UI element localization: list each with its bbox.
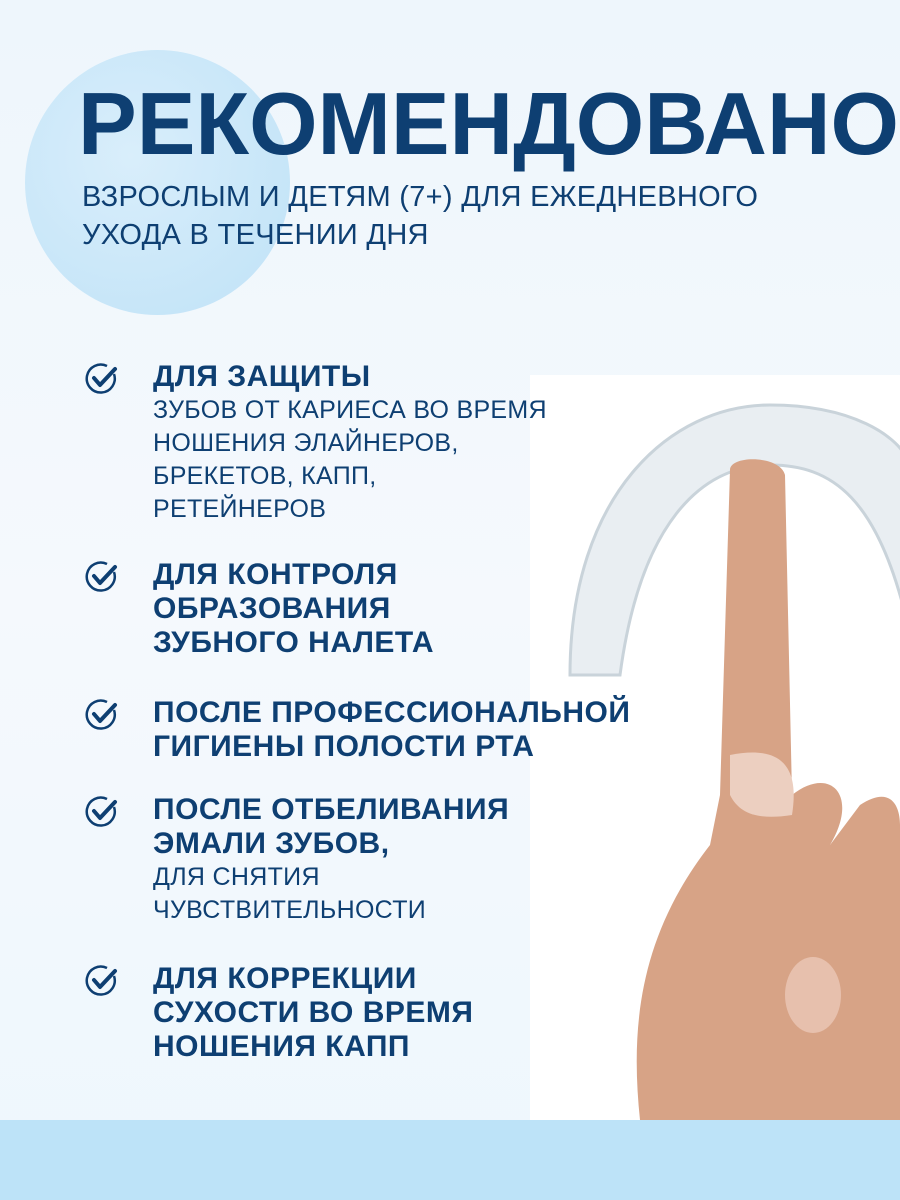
bottom-band (0, 1120, 900, 1200)
subtitle-line: ВЗРОСЛЫМ И ДЕТЯМ (7+) ДЛЯ ЕЖЕДНЕВНОГО (82, 181, 759, 213)
item-title: ЗУБНОГО НАЛЕТА (153, 626, 435, 659)
check-circle-icon (85, 362, 119, 396)
item-title: СУХОСТИ ВО ВРЕМЯ (153, 996, 474, 1029)
item-title: НОШЕНИЯ КАПП (153, 1030, 410, 1063)
item-title: ДЛЯ КОРРЕКЦИИ (153, 962, 417, 995)
item-title: ОБРАЗОВАНИЯ (153, 592, 391, 625)
page-title: РЕКОМЕНДОВАНО (78, 74, 899, 173)
check-circle-icon (85, 964, 119, 998)
item-title: ЭМАЛИ ЗУБОВ, (153, 827, 390, 860)
item-title: ГИГИЕНЫ ПОЛОСТИ РТА (153, 730, 535, 763)
item-title: ДЛЯ КОНТРОЛЯ (153, 558, 398, 591)
check-circle-icon (85, 795, 119, 829)
item-text: НОШЕНИЯ ЭЛАЙНЕРОВ, (153, 429, 459, 457)
item-title: ПОСЛЕ ОТБЕЛИВАНИЯ (153, 793, 510, 826)
item-text: ЗУБОВ ОТ КАРИЕСА ВО ВРЕМЯ (153, 396, 547, 424)
item-text: ДЛЯ СНЯТИЯ (153, 863, 320, 891)
item-title: ПОСЛЕ ПРОФЕССИОНАЛЬНОЙ (153, 696, 631, 729)
subtitle-line: УХОДА В ТЕЧЕНИИ ДНЯ (82, 219, 429, 251)
item-text: ЧУВСТВИТЕЛЬНОСТИ (153, 896, 427, 924)
subtitle (82, 178, 758, 254)
check-circle-icon (85, 698, 119, 732)
item-title: ДЛЯ ЗАЩИТЫ (153, 360, 371, 393)
item-text: БРЕКЕТОВ, КАПП, (153, 462, 377, 490)
item-text: РЕТЕЙНЕРОВ (153, 495, 327, 523)
check-circle-icon (85, 560, 119, 594)
